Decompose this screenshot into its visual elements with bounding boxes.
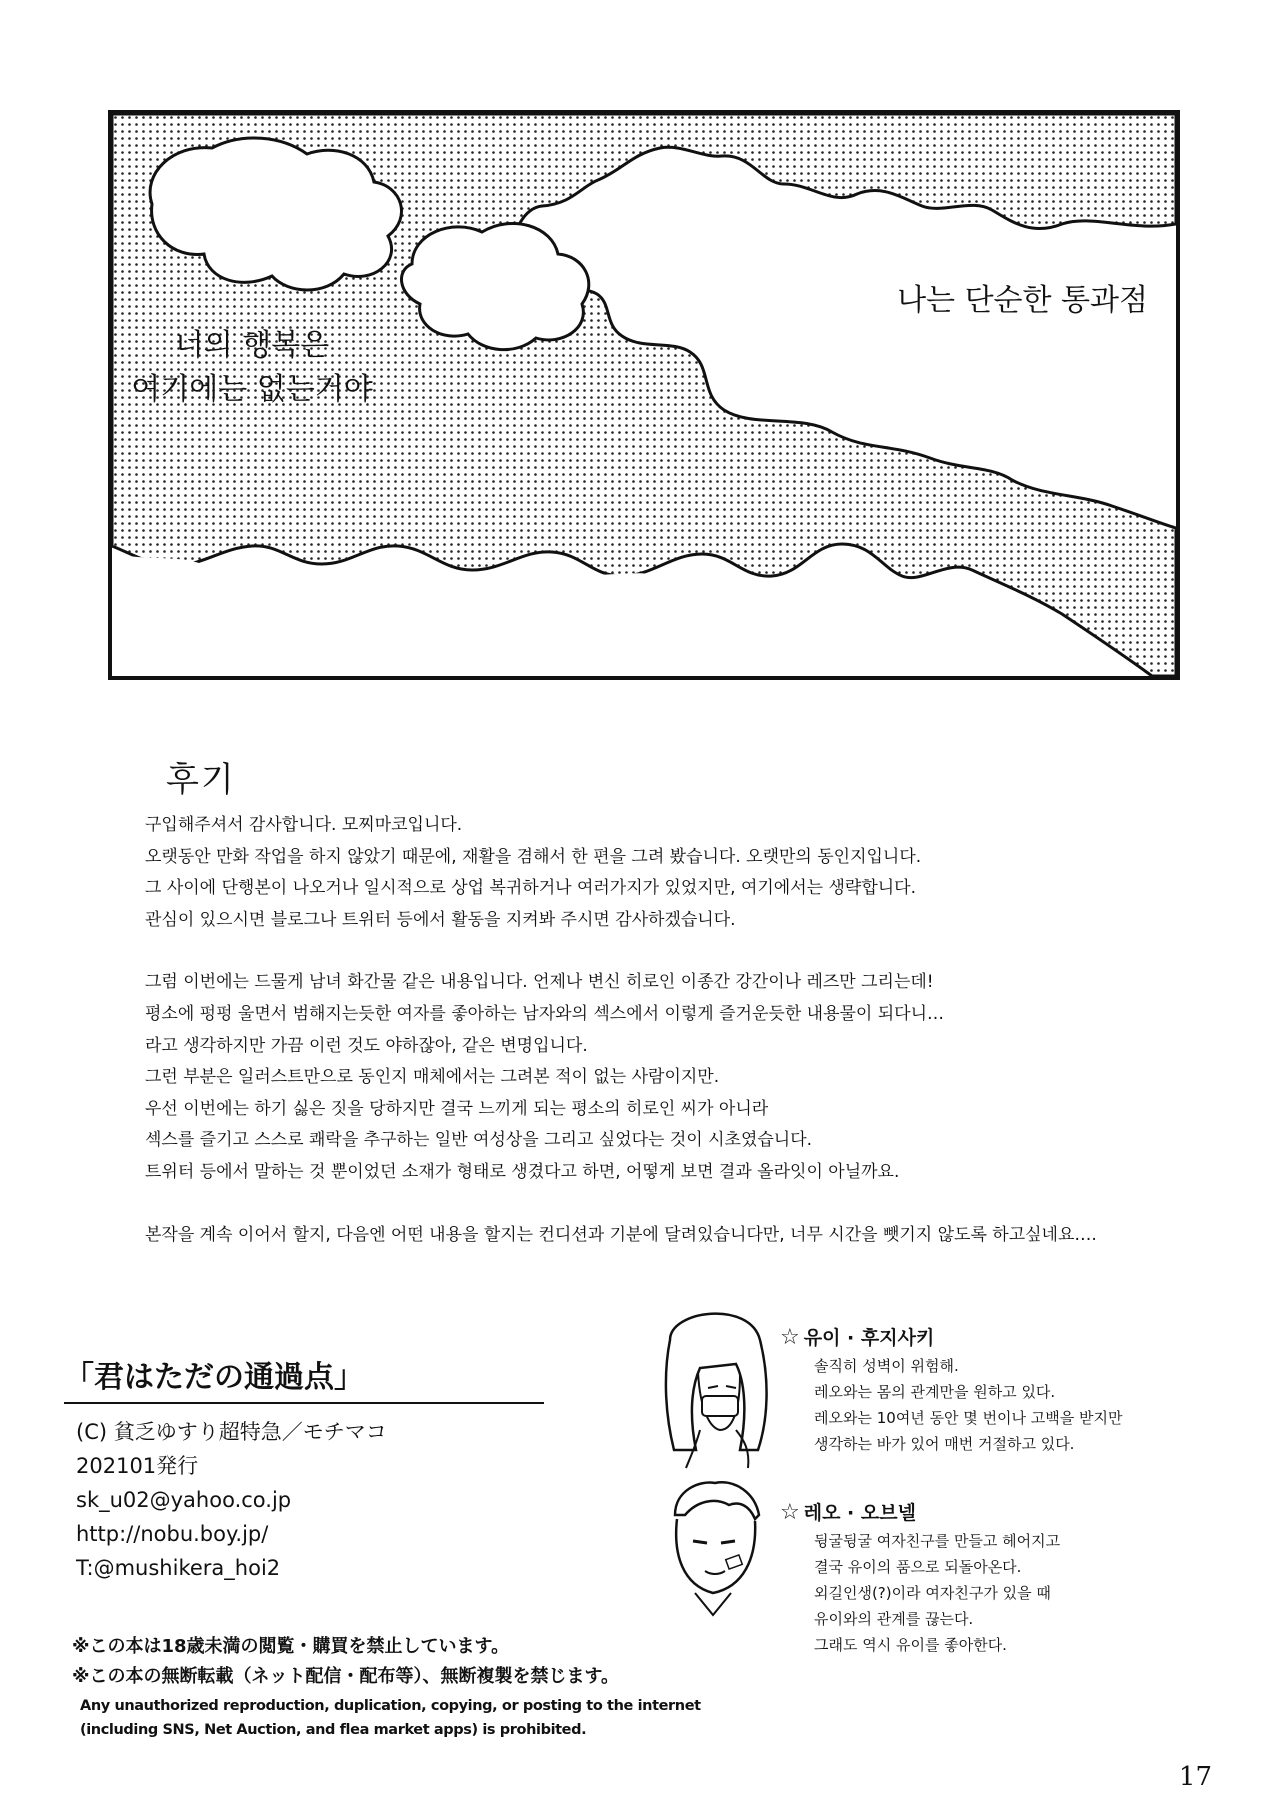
notice-english-line-1: Any unauthorized reproduction, duplication, copying, or posting to the internet — [80, 1698, 701, 1714]
yui-portrait — [640, 1300, 790, 1470]
colophon-website: http://nobu.boy.jp/ — [76, 1522, 269, 1546]
character-leo — [780, 1500, 1060, 1658]
afterword-line: 섹스를 즐기고 스스로 쾌락을 추구하는 일반 여성상을 그리고 싶었다는 것이 시초였습니다. — [145, 1130, 813, 1151]
colophon-details — [76, 1415, 387, 1585]
caption-left-line-2: 여기에는 없는거야 — [131, 372, 373, 407]
colophon-date: 202101発行 — [76, 1454, 199, 1478]
character-yui — [780, 1325, 1123, 1457]
page-number: 17 — [1178, 1762, 1212, 1792]
notice-no-reproduction: ※この本の無断転載（ネット配信・配布等）、無断複製を禁じます。 — [72, 1666, 620, 1687]
panel-caption-left — [122, 324, 382, 412]
character-name-leo: ☆ 레오 · 오브넬 — [780, 1500, 916, 1525]
afterword-paragraph-2 — [145, 967, 1145, 1188]
colophon-title: 「君はただの通過点」 — [64, 1352, 544, 1404]
character-yui-line: 생각하는 바가 있어 매번 거절하고 있다. — [814, 1435, 1075, 1453]
colophon-email: sk_u02@yahoo.co.jp — [76, 1488, 292, 1512]
star-icon: ☆ — [780, 1500, 800, 1525]
character-yui-line: 솔직히 성벽이 위험해. — [814, 1357, 959, 1375]
notice-english — [80, 1694, 701, 1742]
afterword-title: 후기 — [166, 760, 236, 800]
notice-japanese — [72, 1632, 619, 1692]
panel-caption-right: 나는 단순한 통과점 — [897, 283, 1148, 318]
afterword-line: 트위터 등에서 말하는 것 뿐이었던 소재가 형태로 생겼다고 하면, 어떻게 보면 결과 올라잇이 아닐까요. — [145, 1161, 900, 1182]
afterword-line: 오랫동안 만화 작업을 하지 않았기 때문에, 재활을 겸해서 한 편을 그려 봤습니다. 오랫만의 동인지입니다. — [145, 846, 922, 867]
afterword-line: 우선 이번에는 하기 싫은 짓을 당하지만 결국 느끼게 되는 평소의 히로인 씨가 아니라 — [145, 1098, 769, 1119]
notice-age-restriction: ※この本は18歳未満の閲覧・購買を禁止しています。 — [72, 1636, 510, 1657]
afterword-paragraph-1 — [145, 810, 1145, 936]
afterword-line: 본작을 계속 이어서 할지, 다음엔 어떤 내용을 할지는 컨디션과 기분에 달려있습니다만, 너무 시간을 뺏기지 않도록 하고싶네요…. — [145, 1224, 1097, 1245]
afterword-body — [145, 810, 1145, 1282]
afterword-line: 구입해주셔서 감사합니다. 모찌마코입니다. — [145, 815, 463, 835]
character-leo-line: 그래도 역시 유이를 좋아한다. — [814, 1636, 1007, 1654]
character-leo-line: 외길인생(?)이라 여자친구가 있을 때 — [814, 1584, 1051, 1602]
character-yui-line: 레오와는 10여년 동안 몇 번이나 고백을 받지만 — [814, 1409, 1123, 1427]
afterword-line: 그 사이에 단행본이 나오거나 일시적으로 상업 복귀하거나 여러가지가 있었지만, 여기에서는 생략합니다. — [145, 878, 916, 899]
colophon-circle: (C) 貧乏ゆすり超特急／モチマコ — [76, 1420, 387, 1444]
caption-left-line-1: 너의 행복은 — [174, 328, 330, 363]
character-leo-line: 뒹굴뒹굴 여자친구를 만들고 헤어지고 — [814, 1532, 1061, 1550]
afterword-paragraph-3 — [145, 1220, 1145, 1252]
notice-english-line-2: (including SNS, Net Auction, and flea market apps) is prohibited. — [80, 1722, 587, 1738]
afterword-line: 관심이 있으시면 블로그나 트위터 등에서 활동을 지켜봐 주시면 감사하겠습니다. — [145, 909, 736, 930]
afterword-line: 평소에 펑펑 울면서 범해지는듯한 여자를 좋아하는 남자와의 섹스에서 이렇게 즐거운듯한 내용물이 되다니… — [145, 1003, 945, 1024]
star-icon: ☆ — [780, 1325, 800, 1350]
character-leo-line: 유이와의 관계를 끊는다. — [814, 1610, 974, 1628]
leo-portrait — [655, 1475, 775, 1625]
character-name-yui: ☆ 유이 · 후지사키 — [780, 1325, 935, 1350]
colophon-twitter: T:@mushikera_hoi2 — [76, 1556, 281, 1580]
afterword-line: 그럼 이번에는 드물게 남녀 화간물 같은 내용입니다. 언제나 변신 히로인 이종간 강간이나 레즈만 그리는데! — [145, 972, 934, 993]
afterword-line: 라고 생각하지만 가끔 이런 것도 야하잖아, 같은 변명입니다. — [145, 1035, 588, 1056]
character-leo-line: 결국 유이의 품으로 되돌아온다. — [814, 1558, 1022, 1576]
manga-panel — [108, 110, 1180, 680]
character-yui-line: 레오와는 몸의 관계만을 원하고 있다. — [814, 1383, 1056, 1401]
afterword-line: 그런 부분은 일러스트만으로 동인지 매체에서는 그려본 적이 없는 사람이지만. — [145, 1067, 720, 1088]
